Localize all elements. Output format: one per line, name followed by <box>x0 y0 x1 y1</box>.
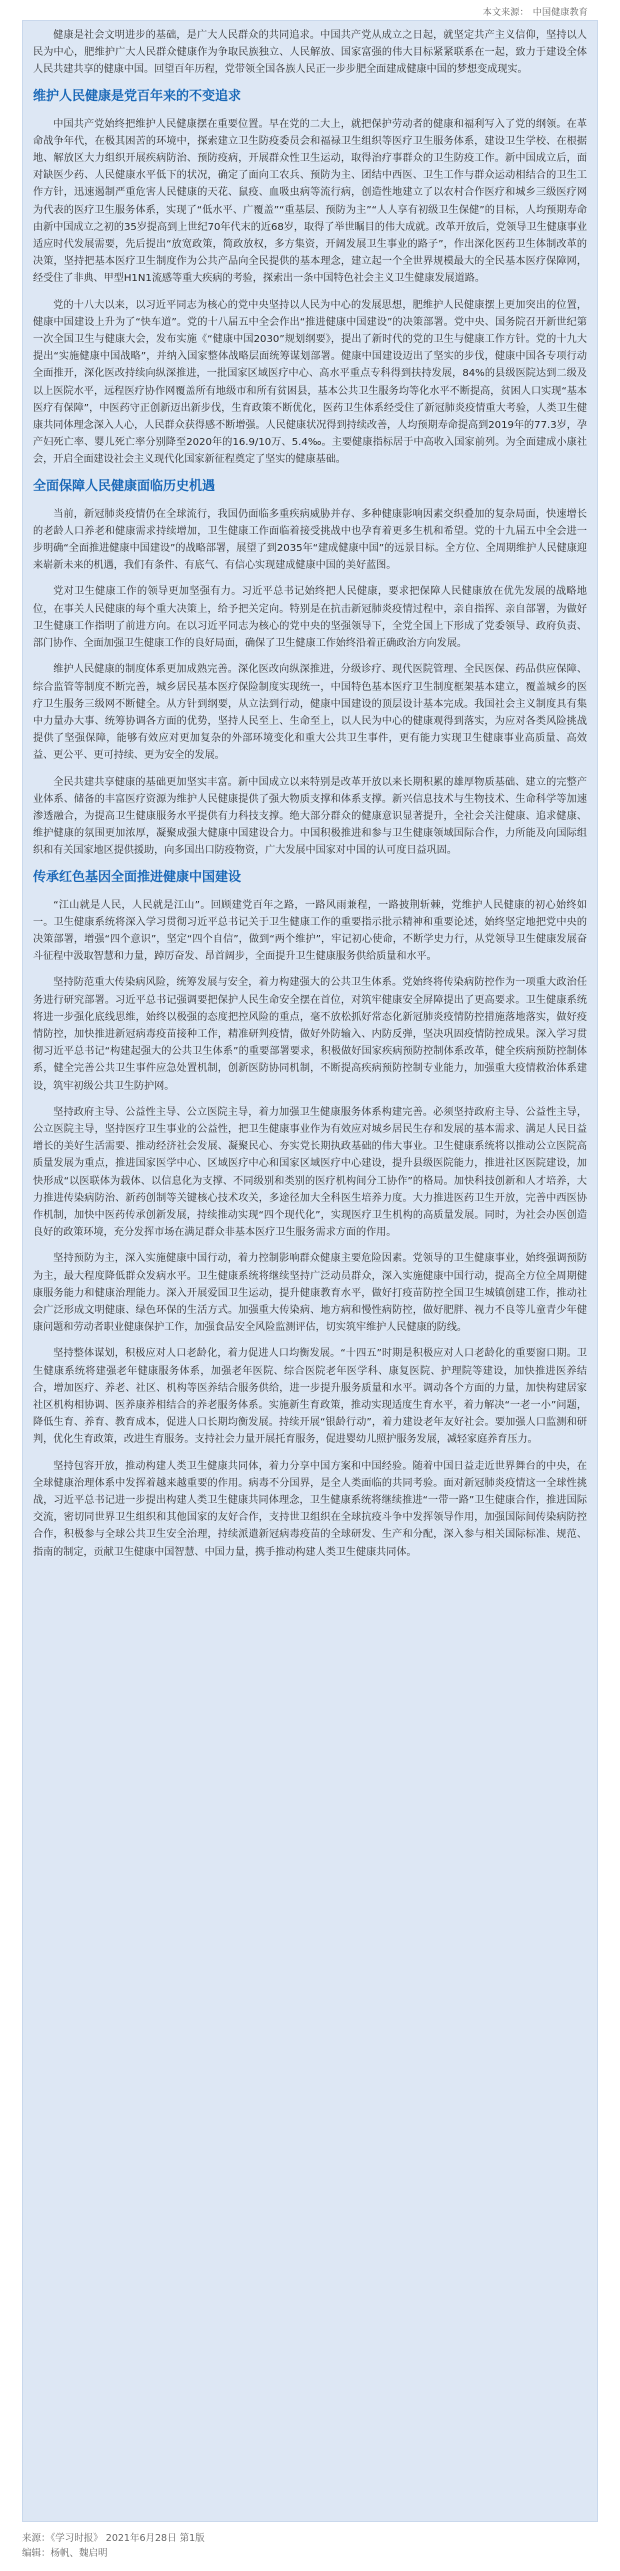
intro-paragraph: 健康是社会文明进步的基础，是广大人民群众的共同追求。中国共产党从成立之日起，就坚定共产主义信仰，坚持以人民为中心，肥维护广大人民群众健康作为争取民族独立、人民解放、国家富强的伟大目标紧紧联系在一起，致力于建设全体人民共建共享的健康中国。回望百年历程，党带领全国各族人民正一步步肥全面建成健康中国的梦想变成现实。 <box>33 30 587 76</box>
section-title-3: 传承红色基因全面推进健康中国建设 <box>33 869 242 885</box>
section-2-paragraph-2: 党对卫生健康工作的领导更加坚强有力。习近平总书记始终把人民健康，要求把保障人民健康放在优先发展的战略地位，在事关人民健康的每个重大决策上，给予把关定向。特别是在抗击新冠肺炎疫情过程中，亲自指挥、亲自部署，为做好卫生健康工作指明了前进方向。在以习近平同志为核心的党中央的坚强领导下，全党全国上下形成了党委领导、政府负责、部门协作、全面加强卫生健康工作的良好局面，确保了卫生健康工作始终沿着正确政治方向发展。 <box>33 586 587 650</box>
section-3-paragraph-5: 坚持整体谋划，积极应对人口老龄化，着力促进人口均衡发展。“十四五”时期是积极应对人口老龄化的重要窗口期。卫生健康系统将建强老年健康服务体系，加强老年医院、综合医院老年医学科、康复医院、护理院等建设，加快推进医养结合，增加医疗、养老、社区、机构等医养结合服务供给，进一步提升服务质量和水平。调动各个方面的力量，加快构建居家社区机构相协调、医养康养相结合的养老服务体系。实施新生育政策，推动实现适度生育水平，着力解决“一老一小”问题，降低生育、养育、教育成本，促进人口长期均衡发展。持续开展“银龄行动”，着力建设老年友好社会。要加强人口监测和研判，优化生育政策，改进生育服务。支持社会力量开展托育服务，促进婴幼儿照护服务发展，减轻家庭养育压力。 <box>33 1348 587 1446</box>
section-2-paragraph-4: 全民共建共享健康的基础更加坚实丰富。新中国成立以来特别是改革开放以来长期积累的雄厚物质基础、建立的完整产业体系、储备的丰富医疗资源为维护人民健康提供了强大物质支撑和体系支撑。新兴信息技术与生物技术、生命科学等加速渗透融合，为提高卫生健康服务水平提供有力科技支撑。绝大部分群众的健康意识显著提升，全社会关注健康、追求健康、维护健康的氛围更加浓厚，凝聚成强大健康中国建设合力。中国积极推进和参与卫生健康领域国际合作，力所能及向国际组织和有关国家地区提供援助，向多国出口防疫物资，广大发展中国家对中国的认可度日益巩固。 <box>33 776 587 857</box>
section-3-paragraph-6: 坚持包容开放，推动构建人类卫生健康共同体，着力分享中国方案和中国经验。随着中国日益走近世界舞台的中央，在全球健康治理体系中发挥着越来越重要的作用。病毒不分国界，是全人类面临的共同考验。面对新冠肺炎疫情这一全球性挑战，习近平总书记进一步提出构建人类卫生健康共同体理念，卫生健康系统将继续推进“一带一路”卫生健康合作，推进国际交流，密切同世界卫生组织和其他国家的友好合作，支持世卫组织在全球抗疫斗争中发挥领导作用，加强国际间传染病防控合作，积极参与全球公共卫生安全治理，持续派遣新冠病毒疫苗的全球研发、生产和分配，深入参与相关国际标准、规范、指南的制定，贡献卫生健康中国智慧、中国力量，携手推动构建人类卫生健康共同体。 <box>33 1460 587 1558</box>
editor-line: 编辑：杨帆、魏启明 <box>22 2548 108 2559</box>
article-source-meta <box>483 5 588 18</box>
article-body <box>22 20 598 2522</box>
section-1-paragraph-1: 中国共产党始终把维护人民健康摆在重要位置。早在党的二大上，就把保护劳动者的健康和福利写入了党的纲领。在革命战争年代，在极其困苦的环境中，探索建立卫生防疫委员会和福禄卫生组织等医疗卫生服务体系，建设卫生学校、在根据地、解放区大力组织开展疾病防治、预防疫病，开展群众性卫生运动，取得治疗事群众的卫生防疫工作。新中国成立后，面对缺医少药、人民健康水平低下的状况，确定了面向工农兵、预防为主、团结中西医、卫生工作与群众运动相结合的卫生工作方针，迅速遏制严重危害人民健康的天花、鼠疫、血吸虫病等流行病，创造性地建立了以农村合作医疗和城乡三级医疗网为代表的医疗卫生服务体系，实现了“低水平、广覆盖”“重基层、预防为主”“人人享有初级卫生保健”的目标，人均预期寿命由新中国成立之初的35岁提高到上世纪70年代末的近68岁，取得了举世瞩目的伟大成就。改革开放后，党领导卫生健康事业适应时代发展需要，先后提出“放宽政策，简政放权，多方集资，开阔发展卫生事业的路子”，作出深化医药卫生体制改革的决策，坚持把基本医疗卫生制度作为公共产品向全民提供的基本理念，建立起一个全世界规模最大的全民基本医疗保障网，经受住了非典、甲型H1N1流感等重大疾病的考验，探索出一条中国特色社会主义卫生健康发展道路。 <box>33 118 587 285</box>
section-1 <box>33 88 587 469</box>
section-title-2: 全面保障人民健康面临历史机遇 <box>33 478 216 494</box>
source-line: 来源：《学习时报》 2021年6月28日 第1版 <box>22 2533 205 2544</box>
section-3-paragraph-1: “江山就是人民，人民就是江山”。回顾建党百年之路，一路风雨兼程，一路披荆斩棘，党维护人民健康的初心始终如一。卫生健康系统将深入学习贯彻习近平总书记关于卫生健康工作的重要指示批示精神和重要论述，始终坚定地把党中央的决策部署，增强“四个意识”，坚定“四个自信”，做到“两个维护”，牢记初心使命，不断学史力行，从党领导卫生健康发展奋斗征程中汲取智慧和力量，踔厉奋发、昂首阔步，全面提升卫生健康服务供给质量和水平。 <box>33 899 587 963</box>
section-3 <box>33 869 587 1561</box>
section-3-paragraph-2: 坚持防范重大传染病风险，统筹发展与安全，着力构建强大的公共卫生体系。党始终将传染病防控作为一项重大政治任务进行研究部署。习近平总书记强调要把保护人民生命安全摆在首位，对筑牢健康安全屏障提出了更高要求。卫生健康系统将进一步强化底线思维，始终以极强的态度把控风险的重点，毫不放松抓好常态化新冠肺炎疫情防控措施落地落实，做好疫情防控，加快推进新冠病毒疫苗接种工作，精准研判疫情，做好外防输入、内防反弹，坚决巩固疫情防控成果。深入学习贯彻习近平总书记“构建起强大的公共卫生体系”的重要部署要求，积极做好国家疾病预防控制体系改革，健全疾病预防控制体系，健全完善公共卫生事件应急处置机制，创新医防协同机制，不断提高疾病预防控制专业能力，加强重大疫情救治体系建设，筑牢初级公共卫生防护网。 <box>33 977 587 1092</box>
section-3-paragraph-4: 坚持预防为主，深入实施健康中国行动，着力控制影响群众健康主要危险因素。党领导的卫生健康事业，始终强调预防为主，最大程度降低群众发病水平。卫生健康系统将继续坚持广泛动员群众，深入实施健康中国行动，提高全方位全周期健康服务能力和健康治理能力。深入开展爱国卫生运动，提升健康教育水平，做好打疫苗防控全国卫生城镇创建工作，推动社会广泛形成文明健康、绿色环保的生活方式。加强重大传染病、地方病和慢性病防控，做好肥胖、视力不良等儿童青少年健康问题和劳动者职业健康保护工作，加强食品安全风险监测评估，切实筑牢维护人民健康的防线。 <box>33 1253 587 1334</box>
section-2-paragraph-1: 当前，新冠肺炎疫情仍在全球流行，我国仍面临多重疾病威胁并存、多种健康影响因素交织叠加的复杂局面，快速增长的老龄人口养老和健康需求持续增加，卫生健康工作面临着接受挑战中也孕育着更多生机和希望。党的十九届五中全会进一步明确“全面推进健康中国建设”的战略部署，展望了到2035年“建成健康中国”的远景目标。全方位、全周期维护人民健康迎来崭新未来的机遇，我们有条件、有底气、有信心实现建成健康中国的美好蓝图。 <box>33 508 587 572</box>
section-title-1: 维护人民健康是党百年来的不变追求 <box>33 88 242 104</box>
section-1-paragraph-2: 党的十八大以来，以习近平同志为核心的党中央坚持以人民为中心的发展思想，肥维护人民健康摆上更加突出的位置，健康中国建设上升为了“快车道”。党的十八届五中全会作出“推进健康中国建设”的决策部署。党中央、国务院召开新世纪第一次全国卫生与健康大会，发布实施《“健康中国2030”规划纲要》，提出了新时代的党的卫生与健康工作方针。党的十九大提出“实施健康中国战略”，并纳入国家整体战略层面统筹谋划部署。健康中国建设迈出了坚实的步伐，健康中国各专项行动全面推开，深化医改持续向纵深推进，一批国家区域医疗中心、高水平重点专科得到扶持发展，84%的县级医院达到二级及以上医院水平，远程医疗协作网覆盖所有地级市和所有贫困县，基本公共卫生服务均等化水平不断提高，贫困人口实现“基本医疗有保障”，中医药守正创新迈出新步伐，生育政策不断优化，医药卫生体系经受住了新冠肺炎疫情重大考验，人类卫生健康共同体理念深入人心，人民群众获得感不断增强。人民健康状况得到持续改善，人均预期寿命提高到2019年的77.3岁，孕产妇死亡率、婴儿死亡率分别降至2020年的16.9/10万、5.4‰。主要健康指标居于中高收入国家前列。为全面建成小康社会，开启全面建设社会主义现代化国家新征程奠定了坚实的健康基础。 <box>33 299 587 466</box>
source-name: 中国健康教育 <box>532 8 588 18</box>
section-2-paragraph-3: 维护人民健康的制度体系更加成熟完善。深化医改向纵深推进，分级诊疗、现代医院管理、全民医保、药品供应保障、综合监管等制度不断完善，城乡居民基本医疗保险制度实现统一，中国特色基本医疗卫生制度框架基本建立，覆盖城乡的医疗卫生服务三级网不断健全。从方针到纲要，从立法到行动，健康中国建设的顶层设计基本完成。我国社会主义制度具有集中力量办大事、统筹协调各方面的优势，坚持人民至上、生命至上，以人民为中心的健康观得到落实，为应对各类风险挑战提供了坚强保障，能够有效应对更加复杂的外部环境变化和重大公共卫生事件，更有能力实现卫生健康事业高质量、高效益、更公平、更可持续、更为安全的发展。 <box>33 664 587 762</box>
article-footer <box>22 2531 205 2561</box>
section-2 <box>33 478 587 860</box>
source-label: 本文来源： <box>482 8 529 18</box>
section-3-paragraph-3: 坚持政府主导、公益性主导、公立医院主导，着力加强卫生健康服务体系构建完善。必须坚持政府主导、公益性主导，公立医院主导，坚持医疗卫生事业的公益性，把卫生健康事业作为有效应对城乡居民生存和发展的基本需求、满足人民日益增长的美好生活需要、推动经济社会发展、凝聚民心、夯实党长期执政基础的伟大事业。卫生健康系统将以推动公立医院高质量发展为重点，推进国家医学中心、区域医疗中心和国家区域医疗中心建设，提升县级医院能力，推进社区医院建设，加快形成“以医联体为载体、以信息化为支撑、不同级别和类别的医疗机构间分工协作”的格局。加快科技创新和人才培养，大力推进传染病防治、新药创制等关键核心技术攻关，多途径加大全科医生培养力度。大力推进医药卫生开放，完善中西医协作机制，加快中医药传承创新发展，持续推动实现“四个现代化”，实现医疗卫生机构的高质量发展。同时，为社会办医创造良好的政策环境，充分发挥市场在满足群众非基本医疗卫生服务需求方面的作用。 <box>33 1106 587 1239</box>
